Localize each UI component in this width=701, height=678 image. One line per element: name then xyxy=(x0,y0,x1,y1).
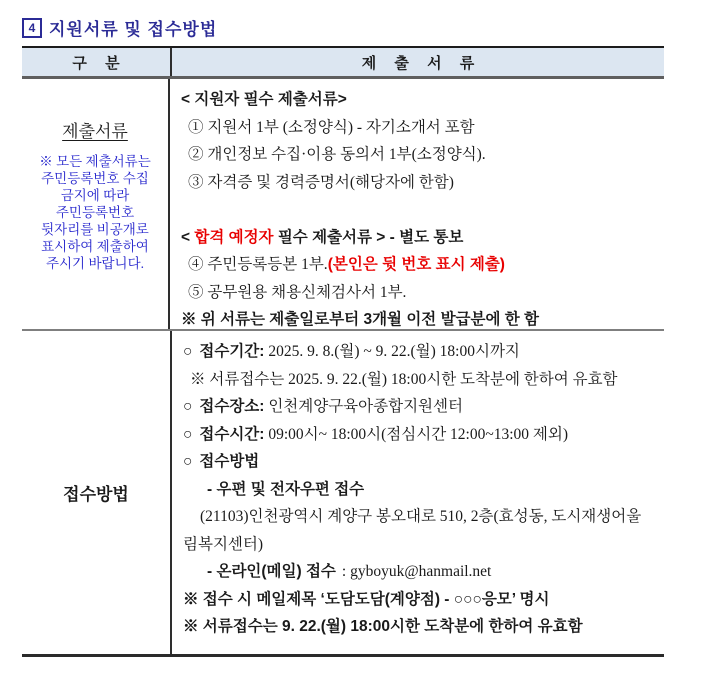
circle-bullet-icon: ○ xyxy=(183,453,193,470)
section-number-box: 4 xyxy=(22,18,42,38)
privacy-note-line: 주시기 바랍니다. xyxy=(45,256,145,271)
pass-doc-item: ⑤ 공무원용 채용신체검사서 1부. xyxy=(188,283,407,301)
header-submission-docs: 제 출 서 류 xyxy=(361,54,482,72)
pass-heading-suffix: 필수 제출서류 > - 별도 통보 xyxy=(273,228,464,246)
pass-doc-item xyxy=(181,251,656,279)
privacy-note-line: 금지에 따라 xyxy=(60,188,130,203)
header-category: 구 분 xyxy=(22,48,172,76)
privacy-note xyxy=(22,153,168,272)
pass-heading-highlight: 합격 예정자 xyxy=(194,228,274,246)
online-method-label: - 온라인(메일) 접수 xyxy=(207,563,336,580)
submission-docs-label: 제출서류 xyxy=(62,122,128,141)
mail-address: (21103)인천광역시 계양구 봉오대로 510, 2층(효성동, 도시재생어울림복지센터) xyxy=(183,508,642,553)
privacy-note-line: ※ 모든 제출서류는 xyxy=(39,154,151,169)
period-label: 접수기간: xyxy=(199,343,265,360)
section-title-text: 지원서류 및 접수방법 xyxy=(49,20,218,39)
reception-period-line xyxy=(183,338,656,366)
reception-method-line xyxy=(183,448,656,476)
online-method-line xyxy=(183,558,656,586)
deadline-note: ※ 서류접수는 9. 22.(월) 18:00시한 도착분에 한하여 유효함 xyxy=(183,618,583,635)
reception-place-line xyxy=(183,393,656,421)
method-label: 접수방법 xyxy=(199,453,260,470)
online-email: : gyboyuk@hanmail.net xyxy=(341,563,492,580)
row-reception-method xyxy=(22,331,664,654)
privacy-note-line: 뒷자리를 비공개로 xyxy=(41,222,149,237)
reception-time-line xyxy=(183,421,656,449)
required-docs-heading: < 지원자 필수 제출서류> xyxy=(181,91,347,108)
privacy-note-line: 주민등록번호 xyxy=(55,205,135,220)
time-value: 09:00시~ 18:00시(점심시간 12:00~13:00 제외) xyxy=(268,425,569,443)
required-doc-item: ② 개인정보 수집·이용 동의서 1부(소정양식). xyxy=(188,146,486,163)
privacy-note-line: 주민등록번호 수집 xyxy=(41,171,149,186)
time-label: 접수시간: xyxy=(199,425,265,443)
required-doc-item: ① 지원서 1부 (소정양식) - 자기소개서 포함 xyxy=(188,118,475,136)
privacy-note-line: 표시하여 제출하여 xyxy=(41,239,149,254)
place-value: 인천계양구육아종합지원센터 xyxy=(268,398,463,415)
required-doc-item: ③ 자격증 및 경력증명서(해당자에 한함) xyxy=(188,173,454,191)
circle-bullet-icon: ○ xyxy=(183,343,193,360)
table-header-row xyxy=(22,48,664,79)
period-note: ※ 서류접수는 2025. 9. 22.(월) 18:00시한 도착분에 한하여 유효함 xyxy=(190,370,618,388)
pass-item4-text: ④ 주민등록등본 1부. xyxy=(188,256,328,273)
mail-method-line: - 우편 및 전자우편 접수 xyxy=(207,480,365,498)
spacer xyxy=(181,196,656,224)
cell-submission-label xyxy=(22,79,170,329)
documents-table xyxy=(22,46,664,657)
row-submission-docs xyxy=(22,79,664,331)
cell-reception-content xyxy=(172,331,664,654)
pass-heading-prefix: < xyxy=(181,228,195,246)
validity-note: ※ 위 서류는 제출일로부터 3개월 이전 발급분에 한 함 xyxy=(181,311,540,328)
circle-bullet-icon: ○ xyxy=(183,398,193,415)
pass-item4-highlight: (본인은 뒷 번호 표시 제출) xyxy=(327,256,505,273)
reception-label: 접수방법 xyxy=(63,485,129,504)
section-title xyxy=(22,15,217,40)
period-value: 2025. 9. 8.(월) ~ 9. 22.(월) 18:00시까지 xyxy=(268,343,520,360)
pass-docs-heading xyxy=(181,224,656,252)
cell-reception-label xyxy=(22,331,172,654)
place-label: 접수장소: xyxy=(199,398,265,415)
subject-note: ※ 접수 시 메일제목 ‘도담도담(계양점) - ○○○응모’ 명시 xyxy=(183,590,550,608)
cell-submission-content xyxy=(170,79,664,329)
circle-bullet-icon: ○ xyxy=(183,425,193,443)
